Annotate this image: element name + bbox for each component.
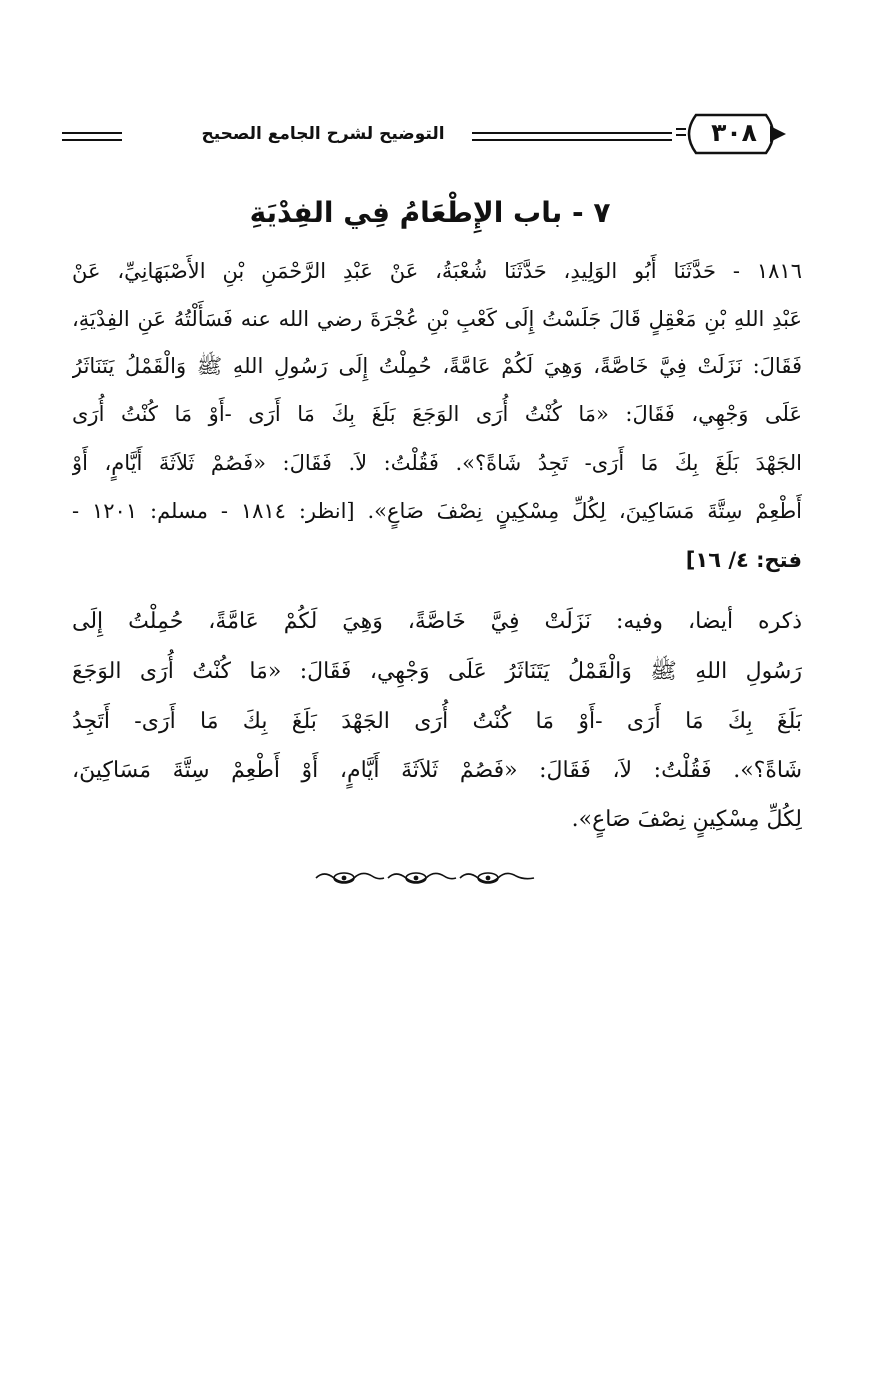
- hadith-line: أَطْعِمْ سِتَّةَ مَسَاكِينَ، لِكُلِّ مِسْكِينٍ نِصْفَ صَاعٍ». [انظر: ١٨١٤ - مسلم: ١٢٠١ -: [72, 499, 802, 523]
- chapter-heading: ٧ - باب الإِطْعَامُ فِي الفِدْيَةِ: [249, 196, 611, 229]
- book-title: التوضيح لشرح الجامع الصحيح: [201, 124, 445, 144]
- hadith-reference: فتح: ٤/ ١٦]: [685, 548, 802, 572]
- commentary-line: رَسُولِ اللهِ ﷺ وَالْقَمْلُ يَتَنَاثَرُ عَلَى وَجْهِي، فَقَالَ: «مَا كُنْتُ أُرَى الوَجَعَ: [72, 659, 802, 684]
- header-rule-left-top: [62, 132, 122, 134]
- hadith-line: ١٨١٦ - حَدَّثَنَا أَبُو الوَلِيدِ، حَدَّثَنَا شُعْبَةُ، عَنْ عَبْدِ الرَّحْمَنِ بْنِ الأَصْبَهَانِيِّ، عَنْ: [72, 259, 802, 283]
- commentary-line: لِكُلِّ مِسْكِينٍ نِصْفَ صَاعٍ».: [571, 807, 802, 832]
- header-rule-right-bottom: [472, 139, 672, 141]
- commentary-line: بَلَغَ بِكَ مَا أَرَى -أَوْ مَا كُنْتُ أُرَى الجَهْدَ بَلَغَ بِكَ مَا أَرَى- أَتَجِدُ: [72, 709, 802, 734]
- hadith-line: عَلَى وَجْهِي، فَقَالَ: «مَا كُنْتُ أُرَى الوَجَعَ بَلَغَ بِكَ مَا أَرَى -أَوْ مَا كُنْتُ أُرَى: [72, 402, 802, 426]
- hadith-line: فَقَالَ: نَزَلَتْ فِيَّ خَاصَّةً، وَهِيَ لَكُمْ عَامَّةً، حُمِلْتُ إِلَى رَسُولِ اللهِ ﷺ وَالْقَمْلُ يَتَنَاثَرُ: [72, 354, 802, 378]
- commentary-line: ذكره أيضا، وفيه: نَزَلَتْ فِيَّ خَاصَّةً، وَهِيَ لَكُمْ عَامَّةً، حُمِلْتُ إِلَى: [72, 609, 802, 634]
- page-number: ٣٠٨: [711, 118, 757, 147]
- commentary-line: شَاةً؟». فَقُلْتُ: لاَ، فَقَالَ: «فَصُمْ ثَلاَثَةَ أَيَّامٍ، أَوْ أَطْعِمْ سِتَّةَ مَسَاكِينَ،: [72, 758, 802, 783]
- header-rule-right-top: [472, 132, 672, 134]
- header-rule-left-bottom: [62, 139, 122, 141]
- running-header: [62, 112, 794, 162]
- hadith-line: عَبْدِ اللهِ بْنِ مَعْقِلٍ قَالَ جَلَسْتُ إِلَى كَعْبِ بْنِ عُجْرَةَ رضي الله عنه فَسَأَلْتُهُ عَنِ الفِدْيَةِ،: [72, 307, 802, 331]
- hadith-line: الجَهْدَ بَلَغَ بِكَ مَا أَرَى- تَجِدُ شَاةً؟». فَقُلْتُ: لاَ. فَقَالَ: «فَصُمْ ثَلاَثَةَ أَيَّامٍ، أَوْ: [72, 451, 802, 475]
- floral-divider-icon: [312, 866, 538, 890]
